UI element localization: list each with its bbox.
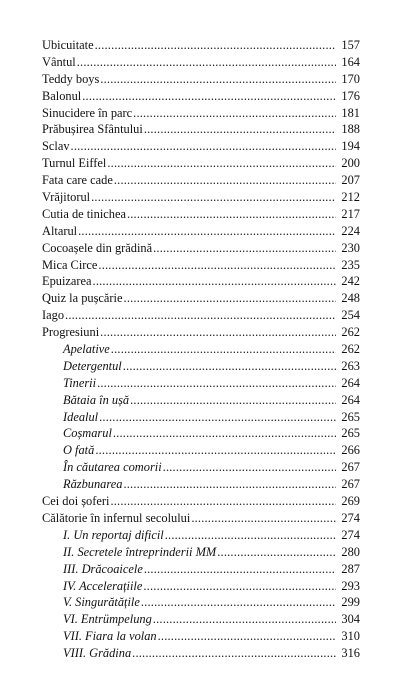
toc-entry <box>42 121 360 138</box>
toc-entry <box>42 324 360 341</box>
toc-entry-title: Răzbunarea <box>63 477 123 492</box>
toc-entry-title: Cutia de tinichea <box>42 206 126 221</box>
toc-entry-page: 310 <box>341 629 360 644</box>
dot-leader <box>133 105 336 122</box>
toc-subentry <box>42 611 360 628</box>
dot-leader <box>141 594 336 611</box>
toc-entry-title: Prăbușirea Sfântului <box>42 122 143 137</box>
toc-subentry <box>42 594 360 611</box>
toc-subentry <box>42 442 360 459</box>
toc-entry <box>42 223 360 240</box>
toc-entry-page: 299 <box>341 595 360 610</box>
toc-entry-title: IV. Accelerațiile <box>63 578 143 593</box>
dot-leader <box>144 121 336 138</box>
toc-subentry <box>42 527 360 544</box>
toc-entry <box>42 71 360 88</box>
toc-entry-page: 194 <box>341 139 360 154</box>
dot-leader <box>78 223 336 240</box>
toc-entry-page: 263 <box>341 358 360 373</box>
toc-entry-title: Tinerii <box>63 375 97 390</box>
toc-entry-page: 264 <box>341 392 360 407</box>
toc-entry-title: Apelative <box>63 342 110 357</box>
dot-leader <box>191 510 336 527</box>
toc-entry-title: V. Singurătățile <box>63 595 140 610</box>
toc-entry-page: 170 <box>341 71 360 86</box>
toc-entry-page: 242 <box>341 274 360 289</box>
toc-entry-page: 316 <box>341 646 360 661</box>
dot-leader <box>143 578 336 595</box>
toc-entry <box>42 189 360 206</box>
toc-entry-title: O fată <box>63 443 95 458</box>
toc-entry-page: 265 <box>341 426 360 441</box>
toc-entry-page: 230 <box>341 240 360 255</box>
dot-leader <box>217 544 336 561</box>
dot-leader <box>114 172 336 189</box>
toc-entry-page: 269 <box>341 494 360 509</box>
toc-entry-page: 224 <box>341 223 360 238</box>
toc-entry-page: 212 <box>341 190 360 205</box>
toc-entry-page: 280 <box>341 544 360 559</box>
dot-leader <box>127 206 336 223</box>
toc-entry-title: Idealul <box>63 409 99 424</box>
toc-subentry <box>42 544 360 561</box>
dot-leader <box>153 240 336 257</box>
toc-entry <box>42 493 360 510</box>
toc-entry-page: 164 <box>341 54 360 69</box>
toc-entry <box>42 172 360 189</box>
toc-entry-page: 235 <box>341 257 360 272</box>
toc-entry-page: 274 <box>341 510 360 525</box>
toc-entry-title: Quiz la pușcărie <box>42 291 123 306</box>
toc-entry-title: II. Secretele întreprinderii MM <box>63 544 217 559</box>
dot-leader <box>113 425 336 442</box>
toc-entry-title: Fata care cade <box>42 173 113 188</box>
toc-entry-title: Iago <box>42 308 65 323</box>
toc-entry-title: Călătorie în infernul secolului <box>42 510 191 525</box>
toc-subentry <box>42 459 360 476</box>
toc-entry <box>42 105 360 122</box>
toc-entry-page: 248 <box>341 291 360 306</box>
toc-entry-page: 293 <box>341 578 360 593</box>
toc-subentry <box>42 476 360 493</box>
toc-entry <box>42 240 360 257</box>
toc-entry-title: Vântul <box>42 54 76 69</box>
toc-subentry <box>42 392 360 409</box>
dot-leader <box>110 493 336 510</box>
toc-subentry <box>42 375 360 392</box>
toc-entry-title: Sinucidere în parc <box>42 105 133 120</box>
toc-entry-title: Vrăjitorul <box>42 190 91 205</box>
toc-entry-title: Teddy boys <box>42 71 100 86</box>
toc-entry-title: Progresiuni <box>42 325 100 340</box>
toc-entry <box>42 257 360 274</box>
toc-entry-page: 262 <box>341 325 360 340</box>
toc-entry <box>42 290 360 307</box>
dot-leader <box>153 611 336 628</box>
toc-entry <box>42 206 360 223</box>
dot-leader <box>71 138 336 155</box>
toc-entry-title: VII. Fiara la volan <box>63 629 157 644</box>
toc-subentry <box>42 628 360 645</box>
toc-entry-title: În căutarea comorii <box>63 460 162 475</box>
toc-entry-title: Detergentul <box>63 358 122 373</box>
toc-entry <box>42 54 360 71</box>
toc-entry-page: 207 <box>341 173 360 188</box>
dot-leader <box>65 307 336 324</box>
toc-entry-title: III. Drăcoaicele <box>63 561 143 576</box>
toc-entry-title: VIII. Grădina <box>63 646 132 661</box>
dot-leader <box>124 290 336 307</box>
toc-subentry <box>42 578 360 595</box>
toc-entry-page: 262 <box>341 342 360 357</box>
toc-entry-page: 264 <box>341 375 360 390</box>
toc-entry-title: Ubicuitate <box>42 38 94 52</box>
dot-leader <box>100 71 336 88</box>
toc-entry-title: Cocoașele din grădină <box>42 240 153 255</box>
dot-leader <box>99 409 336 426</box>
toc-entry-page: 254 <box>341 308 360 323</box>
toc-entry-title: Bătaia în ușă <box>63 392 130 407</box>
table-of-contents <box>42 37 360 662</box>
toc-entry-title: Turnul Eiffel <box>42 156 107 171</box>
dot-leader <box>123 358 336 375</box>
toc-entry <box>42 307 360 324</box>
dot-leader <box>163 459 336 476</box>
toc-entry-title: Coșmarul <box>63 426 112 441</box>
toc-entry-title: Epuizarea <box>42 274 92 289</box>
toc-entry-page: 157 <box>341 38 360 52</box>
dot-leader <box>107 155 336 172</box>
toc-entry-page: 267 <box>341 477 360 492</box>
dot-leader <box>82 88 336 105</box>
toc-entry-title: Sclav <box>42 139 70 154</box>
toc-entry <box>42 155 360 172</box>
dot-leader <box>95 37 336 54</box>
toc-entry-title: Mica Circe <box>42 257 98 272</box>
dot-leader <box>123 476 336 493</box>
toc-entry-title: VI. Entrümpelung <box>63 612 152 627</box>
toc-entry-page: 181 <box>341 105 360 120</box>
toc-entry-page: 265 <box>341 409 360 424</box>
toc-entry-page: 188 <box>341 122 360 137</box>
dot-leader <box>91 189 336 206</box>
toc-entry-page: 304 <box>341 612 360 627</box>
toc-subentry <box>42 341 360 358</box>
dot-leader <box>98 257 336 274</box>
toc-entry <box>42 273 360 290</box>
dot-leader <box>132 645 336 662</box>
dot-leader <box>100 324 336 341</box>
toc-entry-title: Balonul <box>42 88 82 103</box>
dot-leader <box>95 442 336 459</box>
toc-subentry <box>42 561 360 578</box>
toc-entry <box>42 138 360 155</box>
dot-leader <box>111 341 336 358</box>
toc-entry-page: 217 <box>341 206 360 221</box>
toc-entry-title: I. Un reportaj dificil <box>63 527 164 542</box>
toc-entry-page: 266 <box>341 443 360 458</box>
toc-entry-page: 200 <box>341 156 360 171</box>
toc-entry-page: 287 <box>341 561 360 576</box>
dot-leader <box>97 375 336 392</box>
dot-leader <box>77 54 336 71</box>
toc-entry <box>42 37 360 54</box>
toc-subentry <box>42 645 360 662</box>
toc-subentry <box>42 409 360 426</box>
toc-subentry <box>42 358 360 375</box>
dot-leader <box>158 628 336 645</box>
toc-entry-title: Cei doi șoferi <box>42 494 110 509</box>
toc-entry <box>42 510 360 527</box>
dot-leader <box>93 273 336 290</box>
toc-entry-page: 176 <box>341 88 360 103</box>
toc-entry <box>42 88 360 105</box>
dot-leader <box>165 527 336 544</box>
toc-entry-page: 267 <box>341 460 360 475</box>
toc-entry-page: 274 <box>341 527 360 542</box>
toc-subentry <box>42 425 360 442</box>
dot-leader <box>144 561 336 578</box>
dot-leader <box>130 392 336 409</box>
toc-entry-title: Altarul <box>42 223 78 238</box>
